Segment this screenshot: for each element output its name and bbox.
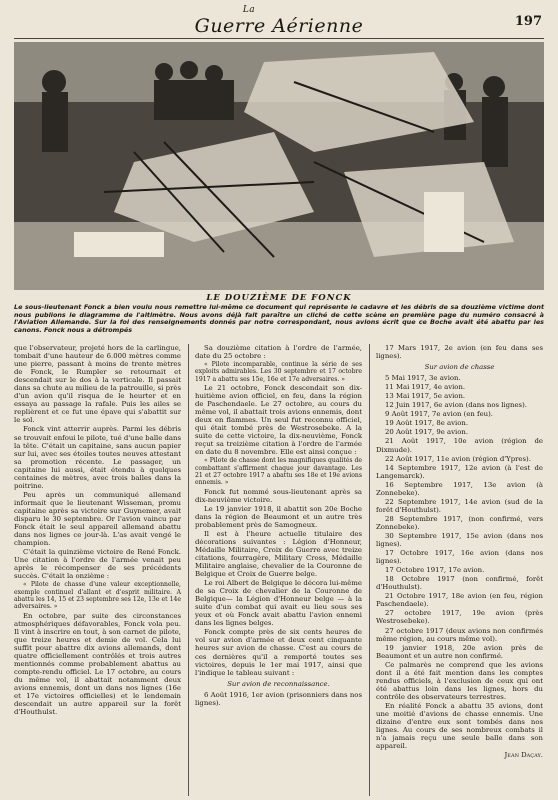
paragraph: Fonck compte près de six cents heures de vol sur avion d'armée et deux cent cinquante heures sur avion de chasse. C'est au cours de ces dernières qu'il a remporté toutes ses victoires, depuis le 1er mai 1917, ainsi que l'indique le tableau suivant : [195,628,362,677]
paragraph: 21 Août 1917, 10e avion (région de Dixmude). [376,437,543,454]
paragraph: En réalité Fonck a abattu 35 avions, dont une moitié d'avions de chasse ennemis. Une dizaine d'entre eux sont tombés dans nos lignes. Au cours de ses nombreux combats il n'a jamais reçu une seule balle dans son appareil. [376,701,543,751]
paragraph: 19 janvier 1918, 20e avion près de Beaumont et un autre non confirmé. [376,643,543,660]
masthead-la: La [242,5,256,15]
paragraph: 17 Octobre 1917, 17e avion. [385,566,485,575]
paragraph: Jean Daçay. [504,751,543,760]
paragraph: 9 Août 1917, 7e avion (en feu). [385,410,493,419]
header-rule [14,38,544,39]
page-header [14,6,544,38]
column-divider [369,344,370,796]
paragraph: 17 Mars 1917, 2e avion (en feu dans ses lignes). [376,344,543,361]
column-1 [14,344,181,796]
paragraph: Il est à l'heure actuelle titulaire des décorations suivantes : Légion d'Honneur, Médaille Militaire, Croix de Guerre avec treize citations, fourragère, Military Cross, Médaille Militaire anglaise, chevalier de la Couronne de Belgique et Croix de Guerre belge. [195,529,362,579]
paragraph: Le 21 octobre, Fonck descendait son dix-huitième avion officiel, en feu, dans la région de Paschendaele. Le 27 octobre, au cours du même vol, il abattait trois avions ennemis, dont deux en flammes. Un seul fut reconnu officiel, qui était tombé près de Westrosebeke. A la suite de cette victoire, la dix-neuvième, Fonck reçut sa treizième citation à l'ordre de l'armée en date du 8 novembre. Elle est ainsi conçue : [195,383,362,457]
paragraph: 16 Septembre 1917, 13e avion (à Zonnebeke). [376,480,543,497]
paragraph: Le 19 janvier 1918, il abattit son 20e Boche dans la région de Beaumont et un autre très probablement près de Samogneux. [195,504,362,529]
paragraph: 18 Octobre 1917 (non confirmé, forêt d'Houthulst). [376,575,543,592]
paragraph: 11 Mai 1917, 4e avion. [385,383,466,392]
paragraph: Ce palmarès ne comprend que les avions dont il a été fait mention dans les comptes rendus officiels, à l'exclusion de ceux qui ont été abattus loin dans les lignes, hors du contrôle des observateurs terrestres. [376,660,543,701]
paragraph: Fonck vint atterrir auprès. Parmi les débris se trouvait enfoui le pilote, tué d'une balle dans la tête. C'était un capitaine, sans aucun papier sur lui, avec ses étoiles toutes neuves attestant sa promotion récente. Le passager, un capitaine lui aussi, était étendu à quelques centaines de mètres, avec trois balles dans la poitrine. [14,425,181,490]
paragraph: 13 Mai 1917, 5e avion. [385,392,466,401]
paragraph: 12 Juin 1917, 6e avion (dans nos lignes). [385,401,527,410]
paragraph: 22 Septembre 1917, 14e avion (sud de la forêt d'Houthulst). [376,497,543,514]
article-body [14,344,544,796]
paragraph: 30 Septembre 1917, 15e avion (dans nos lignes). [376,531,543,549]
paragraph: C'était la quinzième victoire de René Fonck. Une citation à l'ordre de l'armée venait peu après le récompenser de ses précédents succès. C'était la onzième : [14,548,181,581]
paragraph: « Pilote de chasse dont les magnifiques qualités de combattant s'affirment chaque jour davantage. Les 21 et 27 octobre 1917 a abattu ses 18e et 19e avions ennemis. » [195,457,362,487]
paragraph: 22 Août 1917, 11e avion (région d'Ypres). [385,454,531,463]
paragraph: Peu après un communiqué allemand informait que le lieutenant Wisseman, promu capitaine après sa victoire sur Guynemer, avait disparu le 30 septembre. Or l'avion vaincu par Fonck était le seul appareil allemand abattu dans nos lignes ce jour-là. L'as avait vengé le champion. [14,490,181,548]
paragraph: 27 octobre 1917, 19e avion (près Westrosebeke). [376,609,543,626]
paragraph: 20 Août 1917, 9e avion. [385,428,469,437]
masthead [14,6,544,37]
paragraph: En octobre, par suite des circonstances atmosphériques défavorables, Fonck vola peu. Il vint à inscrire en tout, à son carnet de pilote, que treize heures et demie de vol. Cela lui suffit pour abattre dix avions allemands, dont quatre officiellement contrôlés et trois autres mentionnés comme probablement abattus au compte-rendu officiel. Le 17 octobre, au cours du même vol, il abattait notamment deux avions ennemis, dont un dans nos lignes (16e et 17e victoires officielles) et le lendemain descendait un autre appareil sur la forêt d'Houthulst. [14,611,181,717]
masthead-title: Guerre Aérienne [194,15,364,37]
column-divider [188,344,189,796]
paragraph: « Pilote de chasse d'une valeur exceptionnelle, exemple continuel d'allant et d'esprit militaire. A abattu les 14, 15 et 23 septembre ses 12e, 13e et 14e adversaires. » [14,581,181,611]
paragraph: 17 Octobre 1917, 16e avion (dans nos lignes). [376,549,543,566]
paragraph: Sa douzième citation à l'ordre de l'armée, date du 25 octobre : [195,344,362,361]
wreck-photo [14,42,544,290]
paragraph: Sur avion de chasse [424,363,495,372]
paragraph: Le roi Albert de Belgique le décora lui-même de sa Croix de chevalier de la Couronne de Belgique— la Légion d'Honneur belge — à la suite d'un combat qui avait eu lieu sous ses yeux et où Fonck avait abattu l'avion ennemi dans les lignes belges. [195,579,362,628]
paragraph: 21 Octobre 1917, 18e avion (en feu, région Paschendaele). [376,592,543,609]
paragraph: que l'observateur, projeté hors de la carlingue, tombait d'une hauteur de 6.000 mètres comme une pierre, passant à moins de trente mètres de Fonck, le Rumpler se retournait et descendait sur le dos à la verticale. Il passait dans sa chute au milieu de la patrouille, si près d'un avion qu'il risqua de le heurter et en essaya au passage la rafale. Puis les ailes se replièrent et ce fut une épave qui s'abattit sur le sol. [14,344,181,425]
paragraph: 6 Août 1916, 1er avion (prisonniers dans nos lignes). [195,690,362,707]
photo-caption: Le sous-lieutenant Fonck a bien voulu nous remettre lui-même ce document qui représente le cadavre et les débris de sa douzième victime dont nous publions le diagramme de l'altimètre. Nous avons déjà fait paraître un cliché de cette scène en première page du numéro consacré à l'Aviation Allemande. Sur la foi des renseignements donnés par notre correspondant, nous avions écrit que ce Boche avait été abattu par les canons. Fonck nous a détrompés [14,303,544,334]
page-number: 197 [514,14,542,29]
paragraph: 5 Mai 1917, 3e avion. [385,374,461,383]
photo-caption-title: LE DOUZIÈME DE FONCK [206,293,352,303]
paragraph: 28 Septembre 1917, (non confirmé, vers Zonnebeke). [376,514,543,531]
column-3 [376,344,543,796]
wreck-photo-illustration [14,42,544,290]
paragraph: Fonck fut nommé sous-lieutenant après sa dix-neuvième victoire. [195,487,362,504]
paragraph: « Pilote incomparable, continue la série de ses exploits admirables. Les 30 septembre et 17 octobre 1917 a abattu ses 15e, 16e et 17e adversaires. » [195,361,362,383]
paragraph: 19 Août 1917, 8e avion. [385,419,469,428]
paragraph: 14 Septembre 1917, 12e avion (à l'est de Langemarck). [376,463,543,480]
paragraph: Sur avion de reconnaissance. [227,679,330,688]
column-2 [195,344,362,796]
paragraph: 27 octobre 1917 (deux avions non confirmés même région, au cours même vol). [376,626,543,643]
